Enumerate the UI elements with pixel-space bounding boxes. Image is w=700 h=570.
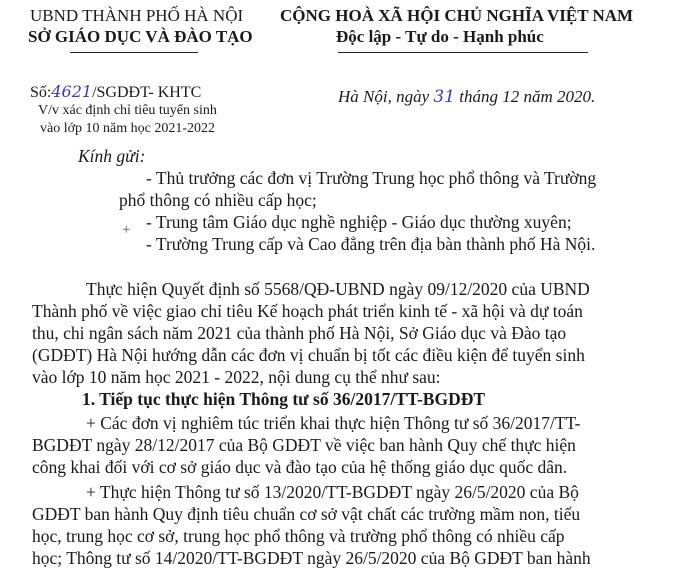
motto-underline [338,52,588,53]
recipient-1-line-2: phổ thông có nhiều cấp học; [119,190,317,210]
paragraph-1-line-4: (GDĐT) Hà Nội hướng dẫn các đơn vị chuẩn bị tốt các điều kiện để tuyển sinh [32,345,585,365]
document-date [338,87,595,107]
subject-line-1: V/v xác định chỉ tiêu tuyển sinh [38,103,217,118]
number-suffix: /SGDĐT- KHTC [92,84,202,101]
paragraph-1-line-5: vào lớp 10 năm học 2021 - 2022, nội dung cụ thể như sau: [32,367,441,387]
document-number [30,82,201,102]
paragraph-2-line-1: + Các đơn vị nghiêm túc triển khai thực hiện Thông tư số 36/2017/TT- [86,413,581,433]
section-1-title: 1. Tiếp tục thực hiện Thông tư số 36/2017/TT-BGDĐT [82,389,486,409]
paragraph-1-line-1: Thực hiện Quyết định số 5568/QĐ-UBND ngày 09/12/2020 của UBND [86,279,590,299]
paragraph-2-line-2: BGDĐT ngày 28/12/2017 của Bộ GDĐT về việc ban hành Quy chế thực hiện [32,435,576,455]
issuer-line-2: SỞ GIÁO DỤC VÀ ĐÀO TẠO [28,27,253,46]
national-title: CỘNG HOÀ XÃ HỘI CHỦ NGHĨA VIỆT NAM [280,6,634,25]
paragraph-3-line-2: GDĐT ban hành Quy định tiêu chuẩn cơ sở vật chất các trường mầm non, tiểu [32,504,581,524]
greeting: Kính gửi: [78,146,146,166]
paragraph-1-line-2: Thành phố về việc giao chỉ tiêu Kế hoạch phát triển kinh tế - xã hội và dự toán [32,301,583,321]
recipient-3: - Trường Trung cấp và Cao đẳng trên địa bàn thành phố Hà Nội. [146,234,596,254]
recipient-2: - Trung tâm Giáo dục nghề nghiệp - Giáo dục thường xuyên; [146,212,572,232]
paragraph-2-line-3: công khai đối với cơ sở giáo dục và đào tạo của hệ thống giáo dục quốc dân. [32,457,568,477]
national-motto: Độc lập - Tự do - Hạnh phúc [336,27,544,46]
subject-line-2: vào lớp 10 năm học 2021-2022 [40,121,215,136]
handwritten-number: 4621 [51,82,93,101]
number-prefix: Số: [30,84,52,101]
issuer-line-1: UBND THÀNH PHỐ HÀ NỘI [30,6,244,25]
paragraph-3-line-4: học; Thông tư số 14/2020/TT-BGDĐT ngày 26/5/2020 của Bộ GDĐT ban hành [32,548,591,568]
issuer-underline [70,52,198,53]
handwritten-day: 31 [433,87,456,107]
margin-mark: + [122,222,131,238]
paragraph-3-line-3: học, trung học cơ sở, trung học phổ thông và trường phổ thông có nhiều cấp [32,526,565,546]
date-suffix: tháng 12 năm 2020. [459,87,596,106]
paragraph-3-line-1: + Thực hiện Thông tư số 13/2020/TT-BGDĐT ngày 26/5/2020 của Bộ [86,482,579,502]
date-prefix: Hà Nội, ngày [338,87,430,106]
recipient-1-line-1: - Thủ trưởng các đơn vị Trường Trung học phổ thông và Trường [146,168,597,188]
paragraph-1-line-3: thu, chi ngân sách năm 2021 của thành phố Hà Nội, Sở Giáo dục và Đào tạo [32,323,567,343]
